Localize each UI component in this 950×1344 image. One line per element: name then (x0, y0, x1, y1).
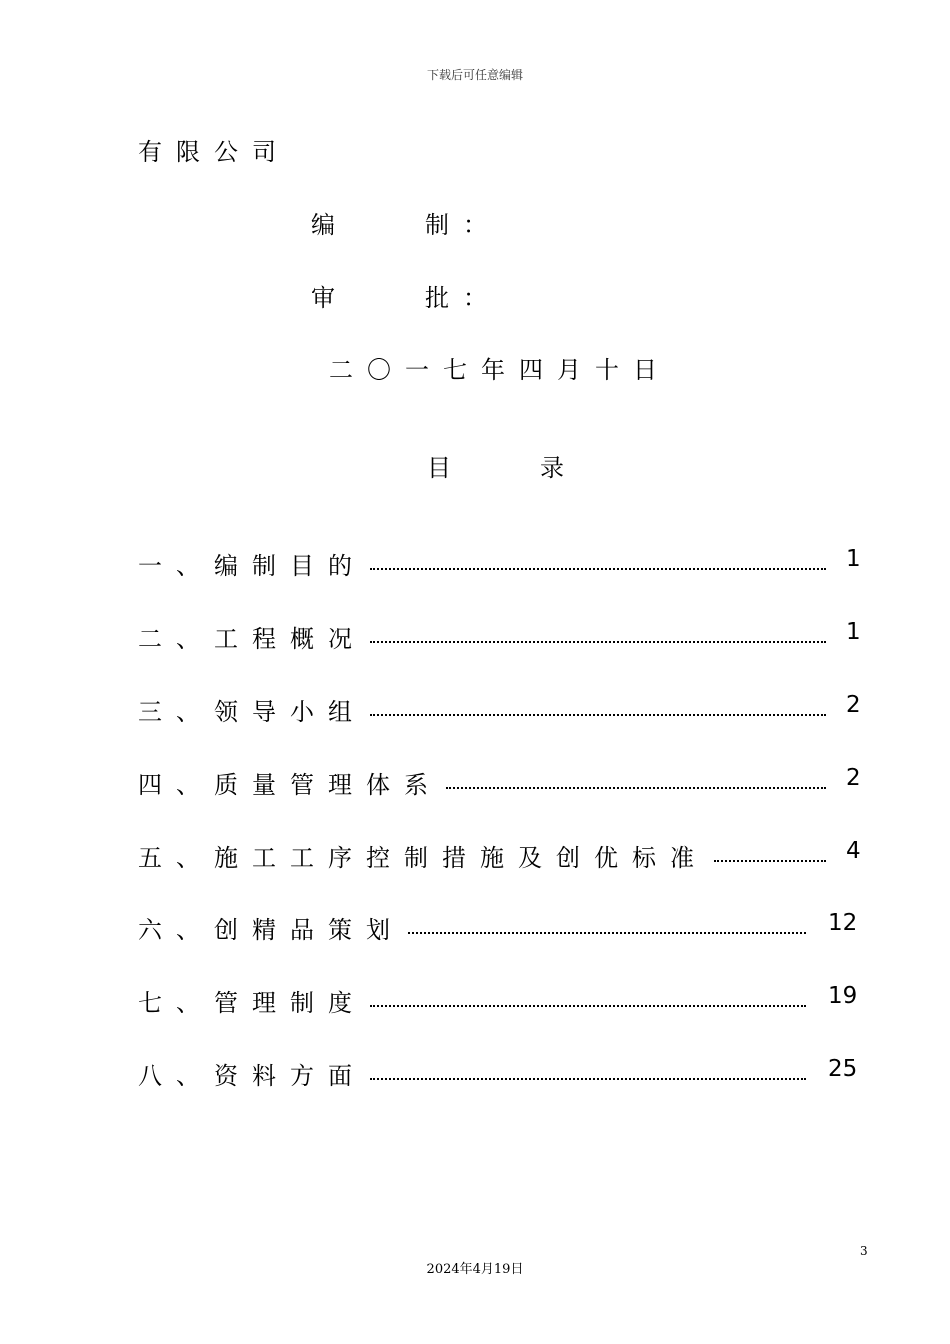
toc-entry-title: 施工工序控制措施及创优标准 (214, 844, 708, 872)
toc-entry-page: 1 (846, 619, 861, 645)
toc-entry-title: 工程概况 (214, 625, 366, 653)
toc-entry-page: 12 (828, 910, 858, 936)
toc-entry-page: 4 (846, 838, 861, 864)
toc-entry-number: 五、 (138, 844, 214, 872)
toc-dot-leader (408, 932, 806, 934)
compiled-by-label-char-1: 编 (311, 211, 335, 239)
toc-entry-page: 19 (828, 983, 858, 1009)
toc-entry-page: 25 (828, 1056, 858, 1082)
header-note: 下载后可任意编辑 (426, 68, 523, 82)
approved-by-colon: ： (463, 284, 487, 312)
toc-entry-page: 2 (846, 692, 861, 718)
toc-dot-leader (370, 1005, 806, 1007)
footer-date: 2024年4月19日 (426, 1262, 524, 1277)
toc-dot-leader (446, 787, 826, 789)
toc-entry-title: 质量管理体系 (214, 771, 442, 799)
document-date: 二〇一七年四月十日 (329, 356, 671, 384)
approved-by-label-char-1: 审 (311, 284, 335, 312)
toc-entry-number: 四、 (138, 771, 214, 799)
toc-entry-number: 七、 (138, 989, 214, 1017)
toc-title-char-2: 录 (540, 454, 564, 482)
toc-title-char-1: 目 (427, 454, 451, 482)
approved-by-label-char-2: 批 (425, 284, 449, 312)
toc-dot-leader (370, 714, 826, 716)
toc-entry-number: 八、 (138, 1062, 214, 1090)
toc-dot-leader (370, 568, 826, 570)
page-number: 3 (860, 1244, 868, 1258)
toc-entry-title: 管理制度 (214, 989, 366, 1017)
toc-title (0, 448, 950, 482)
toc-entry-title: 资料方面 (214, 1062, 366, 1090)
toc-entry-title: 领导小组 (214, 698, 366, 726)
toc-entry-title: 创精品策划 (214, 916, 404, 944)
toc-entry-number: 六、 (138, 916, 214, 944)
toc-entry-title: 编制目的 (214, 552, 366, 580)
toc-dot-leader (370, 1078, 806, 1080)
compiled-by-label-char-2: 制 (425, 211, 449, 239)
toc-entry-page: 1 (846, 546, 861, 572)
toc-entry-number: 二、 (138, 625, 214, 653)
company-name: 有限公司 (138, 138, 290, 166)
toc-dot-leader (370, 641, 826, 643)
toc-entry-page: 2 (846, 765, 861, 791)
toc-entry-number: 一、 (138, 552, 214, 580)
compiled-by-colon: ： (463, 211, 487, 239)
toc-entry-number: 三、 (138, 698, 214, 726)
toc-dot-leader (714, 860, 826, 862)
